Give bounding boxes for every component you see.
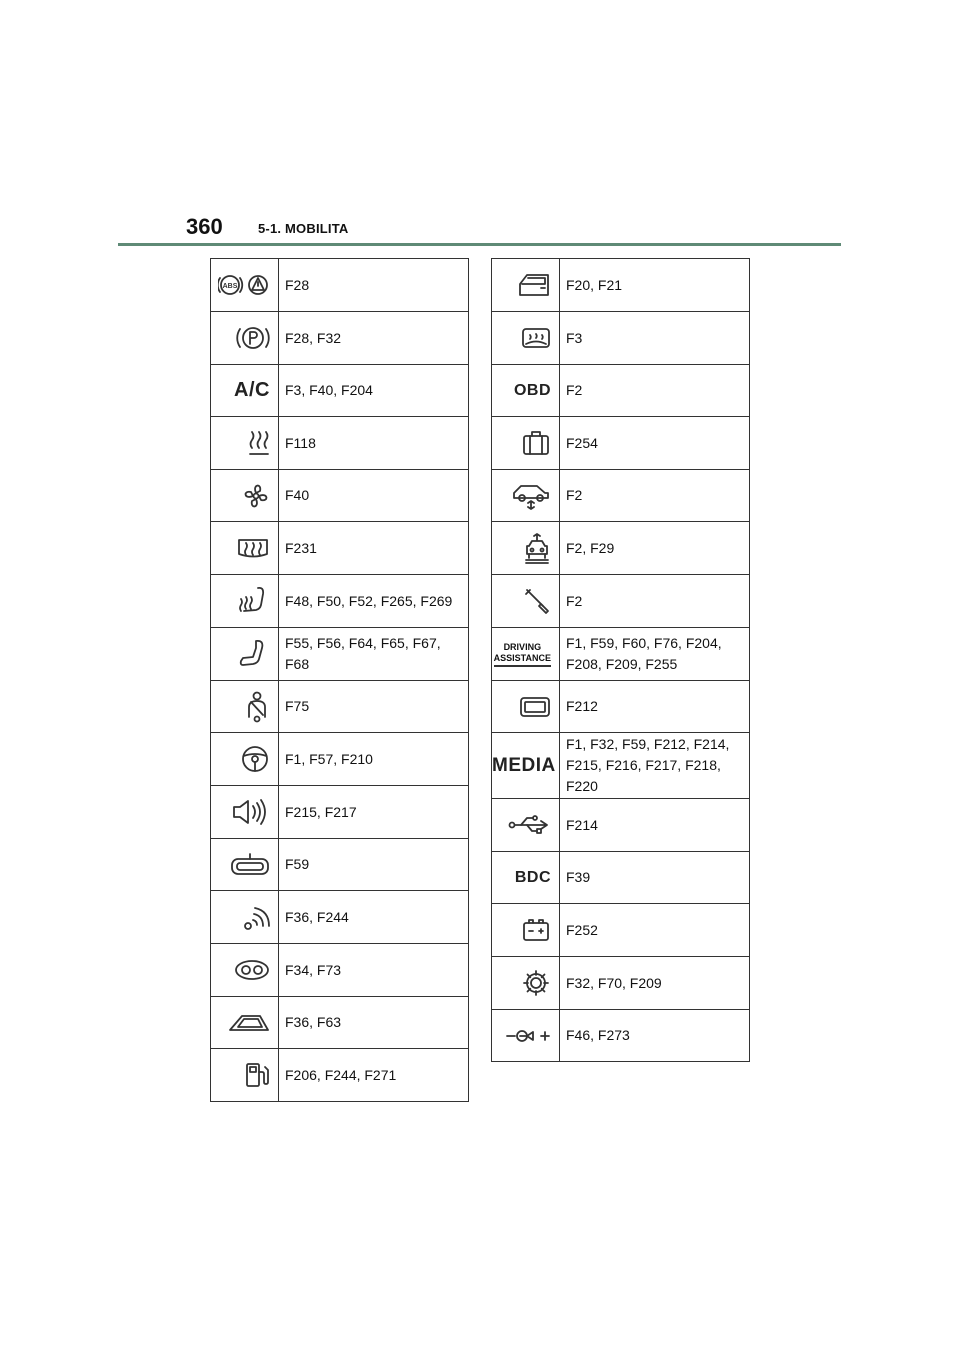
abs-warning-icon xyxy=(218,276,270,293)
car-lift-icon xyxy=(523,539,551,556)
symbol-cell xyxy=(492,852,560,904)
symbol-cell xyxy=(492,799,560,852)
table-row xyxy=(211,522,469,575)
symbol-cell xyxy=(211,628,279,681)
table-row xyxy=(492,417,750,470)
heater-icon xyxy=(248,434,270,451)
fuse-reference-cell: F48, F50, F52, F265, F269 xyxy=(279,575,469,628)
bdc-label: BDC xyxy=(514,868,551,886)
trailer-hitch-icon xyxy=(505,1027,551,1044)
luggage-icon xyxy=(521,434,551,451)
fuse-reference-cell: F2, F29 xyxy=(560,522,750,575)
door-icon xyxy=(517,276,551,293)
fuse-reference-cell: F1, F57, F210 xyxy=(279,733,469,786)
symbol-cell xyxy=(492,904,560,957)
obd-icon xyxy=(514,382,551,399)
car-height-icon xyxy=(511,487,551,504)
seatbelt-icon xyxy=(244,698,270,715)
symbol-cell xyxy=(211,470,279,522)
fuse-reference-cell: F34, F73 xyxy=(279,944,469,997)
gear-icon xyxy=(521,974,551,991)
table-row xyxy=(211,681,469,733)
table-row xyxy=(492,681,750,733)
symbol-cell xyxy=(211,891,279,944)
symbol-cell xyxy=(492,628,560,681)
symbol-cell xyxy=(211,522,279,575)
battery-icon xyxy=(521,921,551,938)
symbol-cell xyxy=(492,957,560,1010)
obd-label: OBD xyxy=(513,381,551,399)
fuse-reference-cell: F40 xyxy=(279,470,469,522)
symbol-cell xyxy=(492,312,560,365)
table-row xyxy=(492,628,750,681)
svg-text:ABS: ABS xyxy=(222,283,238,290)
fuel-pump-icon xyxy=(244,1066,270,1083)
page-number: 360 xyxy=(186,214,223,239)
right-symbol-table xyxy=(491,258,750,1062)
table-row xyxy=(211,786,469,839)
symbol-cell xyxy=(211,733,279,786)
fuse-reference-cell: F231 xyxy=(279,522,469,575)
symbol-cell xyxy=(211,681,279,733)
fuse-reference-cell: F254 xyxy=(560,417,750,470)
parking-brake-icon xyxy=(236,329,270,346)
driving-assistance-icon xyxy=(493,641,551,665)
symbol-cell xyxy=(492,365,560,417)
rearview-mirror-icon xyxy=(230,856,270,873)
fuse-reference-cell: F2 xyxy=(560,575,750,628)
fuse-reference-cell: F3 xyxy=(560,312,750,365)
table-row xyxy=(492,312,750,365)
ac-icon xyxy=(234,379,270,401)
table-row xyxy=(211,997,469,1049)
fuse-reference-cell: F28 xyxy=(279,259,469,312)
fuse-reference-cell: F118 xyxy=(279,417,469,470)
table-row xyxy=(211,312,469,365)
table-row xyxy=(492,799,750,852)
table-row xyxy=(211,365,469,417)
table-row xyxy=(492,1010,750,1062)
table-row xyxy=(211,839,469,891)
table-row xyxy=(492,957,750,1010)
table-row xyxy=(492,365,750,417)
fuse-reference-cell: F55, F56, F64, F65, F67, F68 xyxy=(279,628,469,681)
fuse-reference-cell: F59 xyxy=(279,839,469,891)
speaker-icon xyxy=(230,803,270,820)
symbol-cell xyxy=(492,681,560,733)
fuse-reference-cell: F36, F244 xyxy=(279,891,469,944)
table-row xyxy=(211,733,469,786)
fuse-reference-cell: F2 xyxy=(560,470,750,522)
bdc-icon xyxy=(515,869,551,886)
fuse-reference-cell: F212 xyxy=(560,681,750,733)
fuse-reference-cell: F206, F244, F271 xyxy=(279,1049,469,1102)
symbol-cell xyxy=(211,417,279,470)
fuse-reference-cell: F1, F59, F60, F76, F204, F208, F209, F255 xyxy=(560,628,750,681)
seat-heater-icon xyxy=(236,592,270,609)
media-label: MEDIA xyxy=(492,754,556,776)
symbol-cell xyxy=(211,997,279,1049)
driving-assistance-label-line1: DRIVING xyxy=(503,641,542,652)
fuse-reference-cell: F28, F32 xyxy=(279,312,469,365)
symbol-cell xyxy=(211,312,279,365)
table-row xyxy=(492,259,750,312)
windshield-defroster-icon xyxy=(521,329,551,346)
symbol-cell xyxy=(211,259,279,312)
table-row xyxy=(492,852,750,904)
fuse-reference-cell: F1, F32, F59, F212, F214, F215, F216, F217, F218, F220 xyxy=(560,733,750,799)
symbol-cell xyxy=(492,1010,560,1062)
symbol-cell xyxy=(492,733,560,799)
symbol-cell xyxy=(211,1049,279,1102)
table-row xyxy=(211,417,469,470)
symbol-cell xyxy=(492,575,560,628)
table-row xyxy=(211,628,469,681)
fuse-reference-cell: F3, F40, F204 xyxy=(279,365,469,417)
usb-icon xyxy=(507,816,551,833)
table-row xyxy=(492,733,750,799)
wrench-icon xyxy=(523,592,551,609)
fuse-reference-cell: F39 xyxy=(560,852,750,904)
symbol-cell xyxy=(492,417,560,470)
driving-assistance-label-line2: ASSISTANCE xyxy=(493,652,551,663)
table-row xyxy=(211,470,469,522)
symbol-cell xyxy=(211,575,279,628)
symbol-cell xyxy=(211,786,279,839)
symbol-cell xyxy=(211,365,279,417)
fuse-reference-cell: F2 xyxy=(560,365,750,417)
table-row xyxy=(211,259,469,312)
fuse-reference-cell: F20, F21 xyxy=(560,259,750,312)
symbol-cell xyxy=(492,470,560,522)
table-row xyxy=(492,575,750,628)
header-rule xyxy=(118,243,841,246)
table-row xyxy=(492,522,750,575)
symbol-cell xyxy=(492,259,560,312)
symbol-cell xyxy=(211,944,279,997)
section-title: 5-1. MOBILITA xyxy=(258,221,349,236)
fan-icon xyxy=(242,487,270,504)
fuse-reference-cell: F252 xyxy=(560,904,750,957)
table-row xyxy=(211,944,469,997)
fuse-reference-cell: F36, F63 xyxy=(279,997,469,1049)
fuse-reference-cell: F75 xyxy=(279,681,469,733)
fuse-reference-cell: F215, F217 xyxy=(279,786,469,839)
sunroof-icon xyxy=(228,1014,270,1031)
symbol-cell xyxy=(492,522,560,575)
seat-icon xyxy=(238,645,270,662)
left-symbol-table xyxy=(210,258,469,1102)
fuse-reference-cell: F32, F70, F209 xyxy=(560,957,750,1010)
table-row xyxy=(211,1049,469,1102)
rear-defogger-icon xyxy=(236,539,270,556)
display-icon xyxy=(519,698,551,715)
ac-label: A/C xyxy=(234,379,270,401)
table-row xyxy=(492,470,750,522)
media-icon xyxy=(492,754,556,776)
table-row xyxy=(492,904,750,957)
interior-light-icon xyxy=(234,961,270,978)
wireless-icon xyxy=(242,908,270,925)
fuse-reference-cell: F214 xyxy=(560,799,750,852)
symbol-cell xyxy=(211,839,279,891)
table-row xyxy=(211,575,469,628)
table-row xyxy=(211,891,469,944)
steering-wheel-icon xyxy=(240,750,270,767)
fuse-reference-cell: F46, F273 xyxy=(560,1010,750,1062)
